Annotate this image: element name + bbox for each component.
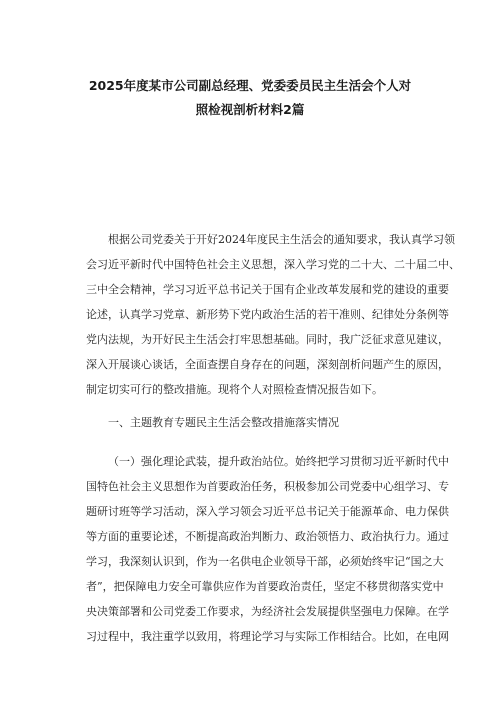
body-line: 学习，我深刻认识到，作为一名供电企业领导干部，必须始终牢记“国之大 xyxy=(86,555,444,568)
body-line: 制定切实可行的整改措施。现将个人对照检查情况报告如下。 xyxy=(86,383,383,396)
body-line: 根据公司党委关于开好2024年度民主生活会的通知要求，我认真学习领 xyxy=(108,233,455,246)
body-line: （一）强化理论武装，提升政治站位。始终把学习贯彻习近平新时代中 xyxy=(108,455,449,468)
body-line: 者”，把保障电力安全可靠供应作为首要政治责任，坚定不移贯彻落实党中 xyxy=(86,580,444,593)
body-line: 等方面的重要论述，不断提高政治判断力、政治领悟力、政治执行力。通过 xyxy=(86,530,449,543)
body-line: 会习近平新时代中国特色社会主义思想，深入学习党的二十大、二十届二中、 xyxy=(86,258,460,271)
body-line: 央决策部署和公司党委工作要求，为经济社会发展提供坚强电力保障。在学 xyxy=(86,605,449,618)
body-line: 论述，认真学习党章、新形势下党内政治生活的若干准则、纪律处分条例等 xyxy=(86,308,449,321)
document-title-line-2: 照检视剖析材料2篇 xyxy=(195,102,305,117)
body-line: 三中全会精神，学习习近平总书记关于国有企业改革发展和党的建设的重要 xyxy=(86,283,449,296)
body-line: 题研讨班等学习活动，深入学习领会习近平总书记关于能源革命、电力保供 xyxy=(86,505,449,518)
body-line: 国特色社会主义思想作为首要政治任务，积极参加公司党委中心组学习、专 xyxy=(86,480,449,493)
body-line: 习过程中，我注重学以致用，将理论学习与实际工作相结合。比如，在电网 xyxy=(86,630,449,643)
document-title-line-1: 2025年度某市公司副总经理、党委委员民主生活会个人对 xyxy=(88,78,412,93)
body-line: 党内法规，为开好民主生活会打牢思想基础。同时，我广泛征求意见建议， xyxy=(86,333,449,346)
section-heading: 一、主题教育专题民主生活会整改措施落实情况 xyxy=(108,416,339,429)
body-line: 深入开展谈心谈话，全面查摆自身存在的问题，深刻剖析问题产生的原因， xyxy=(86,358,449,371)
